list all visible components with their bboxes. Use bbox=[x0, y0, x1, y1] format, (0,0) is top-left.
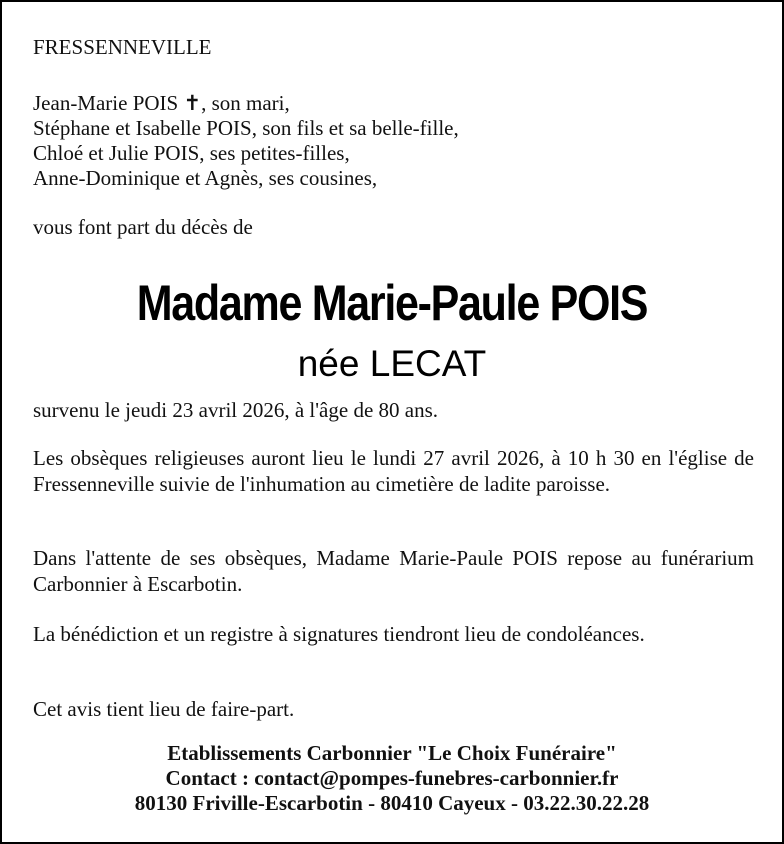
town-heading: FRESSENNEVILLE bbox=[33, 35, 212, 59]
family-line-son: Stéphane et Isabelle POIS, son fils et sa belle-fille, bbox=[33, 116, 459, 140]
funeral-home-name: Etablissements Carbonnier "Le Choix Funéraire" bbox=[167, 741, 617, 765]
announcement-intro: vous font part du décès de bbox=[33, 215, 253, 239]
closing-line: Cet avis tient lieu de faire-part. bbox=[33, 697, 295, 721]
deceased-name: Madame Marie-Paule POIS bbox=[136, 275, 648, 331]
family-line-husband bbox=[33, 91, 290, 115]
husband-relation: , son mari, bbox=[201, 91, 290, 115]
maiden-name: née LECAT bbox=[297, 343, 487, 384]
repose-paragraph: Dans l'attente de ses obsèques, Madame Marie-Paule POIS repose au funérarium Carbonnier à Escarbotin. bbox=[33, 546, 754, 596]
husband-name: Jean-Marie POIS bbox=[33, 91, 184, 115]
funeral-paragraph: Les obsèques religieuses auront lieu le lundi 27 avril 2026, à 10 h 30 en l'église de Fressenneville suivie de l'inhumation au cimetière de ladite paroisse. bbox=[33, 446, 754, 496]
funeral-home-contact: Contact : contact@pompes-funebres-carbonnier.fr bbox=[165, 766, 619, 790]
cross-icon: ✝ bbox=[183, 91, 202, 115]
family-line-cousins: Anne-Dominique et Agnès, ses cousines, bbox=[33, 166, 378, 190]
funeral-home-address: 80130 Friville-Escarbotin - 80410 Cayeux - 03.22.30.22.28 bbox=[134, 791, 650, 815]
death-date-text: survenu le jeudi 23 avril 2026, à l'âge de 80 ans. bbox=[33, 398, 439, 422]
blessing-paragraph: La bénédiction et un registre à signatures tiendront lieu de condoléances. bbox=[33, 622, 645, 646]
family-line-granddaughters: Chloé et Julie POIS, ses petites-filles, bbox=[33, 141, 350, 165]
